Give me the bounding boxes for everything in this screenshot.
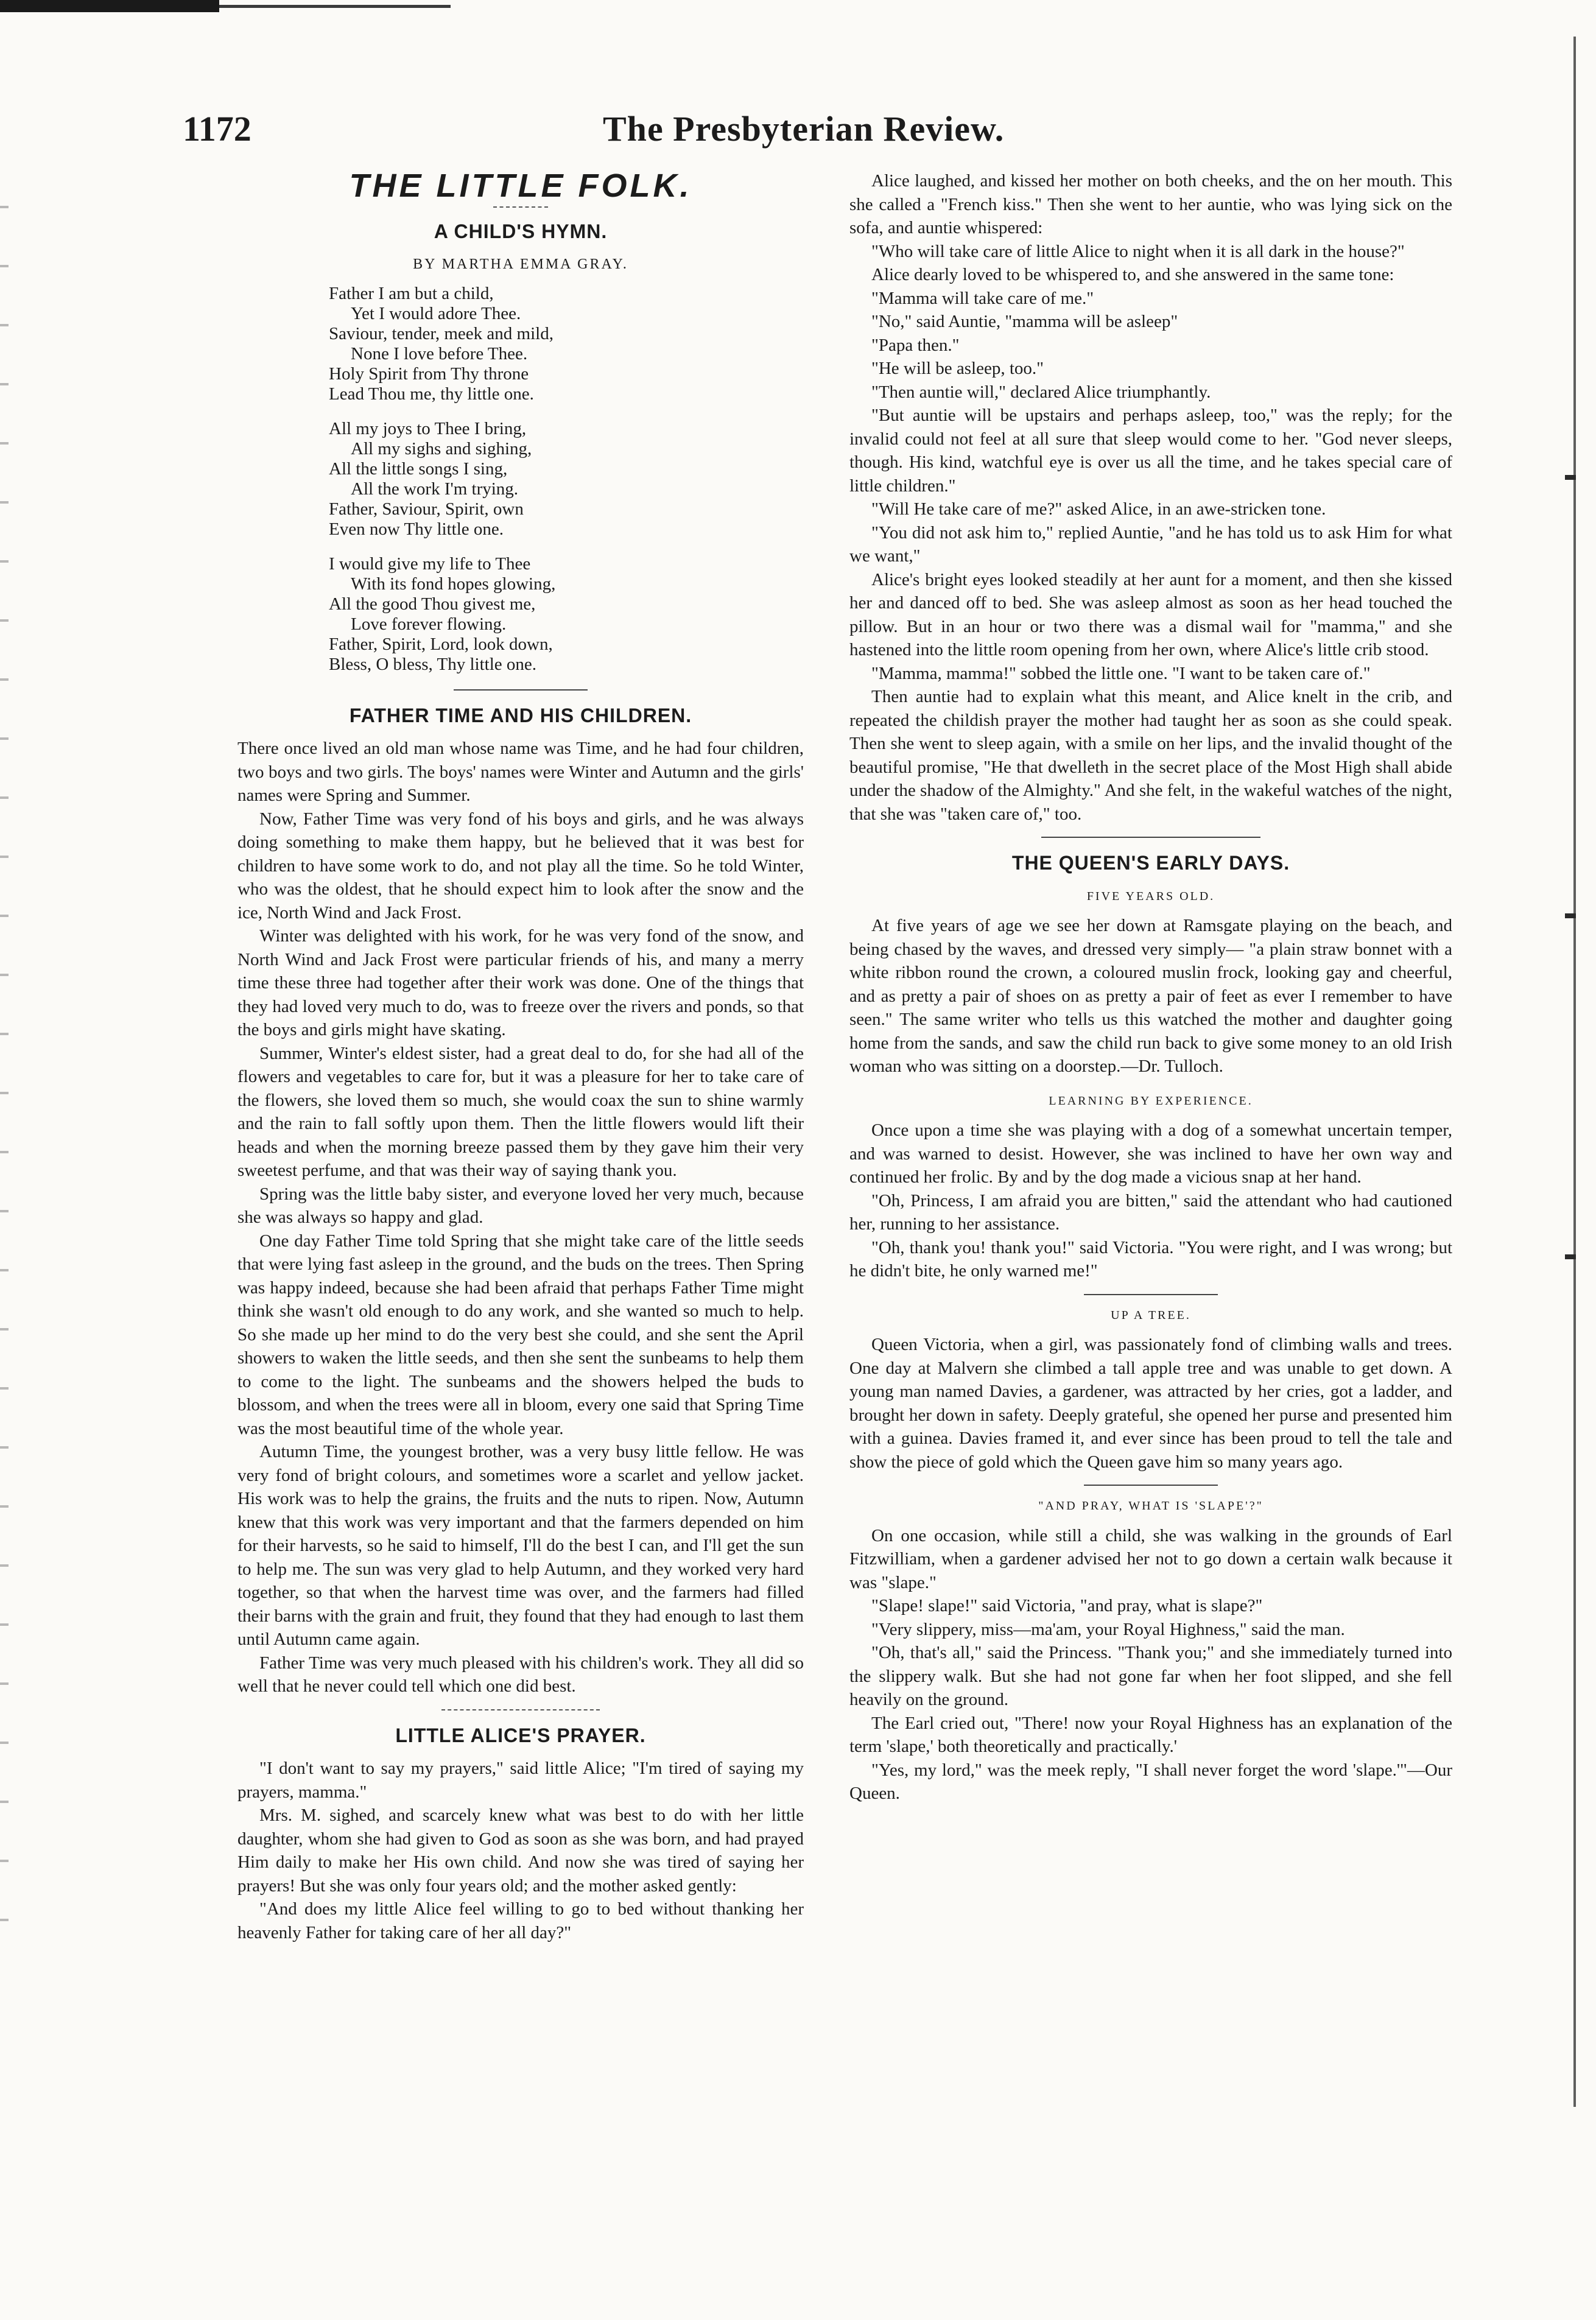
paragraph: On one occasion, while still a child, she was walking in the grounds of Earl Fitzwilliam, when a gardener advised her not to go down a certain walk because it was "slape." [849, 1525, 1452, 1592]
paragraph: Alice laughed, and kissed her mother on both cheeks, and the on her mouth. This she called a "French kiss." Then she went to her auntie, who was lying sick on the sofa, and auntie whispered: [849, 171, 1452, 237]
paragraph: "Oh, Princess, I am afraid you are bitten," said the attendant who had cautioned her, running to her assistance. [849, 1190, 1452, 1234]
paragraph: "Then auntie will," declared Alice triumphantly. [871, 382, 1211, 402]
paragraph: "Oh, that's all," said the Princess. "Thank you;" and she immediately turned into the slippery walk. But she had not gone far when her foot slipped, and she fell heavily on the ground. [849, 1643, 1452, 1709]
page-edge-tick [1565, 1254, 1576, 1259]
poem-line: Father, Saviour, Spirit, own [329, 499, 524, 519]
divider [493, 206, 548, 208]
page-edge-line [1573, 37, 1576, 2107]
paragraph: One day Father Time told Spring that she might take care of the little seeds that were lying fast asleep in the ground, and the buds on the trees. Then Spring was happy indeed, because she had been afraid that perhaps Father Time might think she wasn't old enough to do any work, and she wanted so much to help. So she made up her mind to do the very best she could, and she sent the April showers to waken the little seeds, and then she sent the sunbeams to help them to come to the light. The sunbeams and the showers helped the buds to blossom, and when the trees were all in bloom, every one said that Spring Time was the most beautiful time of the whole year. [237, 1231, 804, 1438]
poem-line: None I love before Thee. [351, 343, 528, 364]
queen-heading: THE QUEEN'S EARLY DAYS. [1011, 852, 1290, 874]
paragraph: Alice dearly loved to be whispered to, and she answered in the same tone: [871, 265, 1394, 284]
paragraph: Alice's bright eyes looked steadily at her aunt for a moment, and then she kissed her and danced off to bed. She was asleep almost as soon as her head touched the pillow. But in an hour or two there was a dismal wail for "mamma," and she hastened into the little room opening from her own, where Alice's little crib stood. [849, 569, 1452, 659]
page-number: 1172 [183, 109, 251, 149]
poem-line: Even now Thy little one. [329, 519, 504, 539]
subheading: FIVE YEARS OLD. [1086, 889, 1215, 903]
paragraph: "Oh, thank you! thank you!" said Victoria. "You were right, and I was wrong; but he didn't bite, he only warned me!" [849, 1237, 1452, 1281]
paragraph: Queen Victoria, when a girl, was passionately fond of climbing walls and trees. One day at Malvern she climbed a tall apple tree and was unable to get down. A young man named Davies, a gardener, was attracted by her cries, got a ladder, and brought her down in safety. Deeply grateful, she opened her purse and presented him with a guinea. Davies framed it, and ever since has been proud to tell the tale and show the piece of gold which the Queen gave him so many years ago. [849, 1335, 1452, 1472]
poem-line: Holy Spirit from Thy throne [329, 364, 529, 384]
paragraph: Mrs. M. sighed, and scarcely knew what was best to do with her little daughter, whom she had given to God as soon as she was born, and had prayed Him daily to make her His own child. And now she was tired of saying her prayers! But she was only four years old; and the mother asked gently: [237, 1805, 804, 1896]
section-title: THE LITTLE FOLK. [349, 167, 692, 204]
paragraph: "Mamma will take care of me." [871, 288, 1094, 308]
poem-line: Saviour, tender, meek and mild, [329, 323, 554, 343]
paragraph: "Who will take care of little Alice to night when it is all dark in the house?" [871, 241, 1405, 261]
poem-line: Lead Thou me, thy little one. [329, 384, 534, 404]
divider [1084, 1294, 1218, 1295]
page-edge-tick [1565, 913, 1576, 918]
paragraph: At five years of age we see her down at Ramsgate playing on the beach, and being chased by the waves, and dressed very simply— "a plain straw bonnet with a white ribbon round the crown, a coloured muslin frock, looking gay and cheerful, and as pretty a pair of shoes on as pretty a pair of feet as ever I remember to have seen." The same writer who tells us this watched the mother and daughter going home from the sands, and saw the child run back to give some money to an old Irish woman who was sitting on a doorstep.—Dr. Tulloch. [849, 916, 1452, 1076]
poem-line: With its fond hopes glowing, [351, 574, 556, 594]
paragraph: Summer, Winter's eldest sister, had a great deal to do, for she had all of the flowers and vegetables to care for, but it was a pleasure for her to take care of the flowers, she loved them so much, she would coax the sun to shine warmly and the rain to fall softly upon them. Then the little flowers would lift their heads and when the morning breeze passed them by they gave him their very sweetest perfume, and that was their way of saying thank you. [237, 1043, 804, 1180]
paragraph: "Very slippery, miss—ma'am, your Royal Highness," said the man. [871, 1619, 1345, 1639]
paragraph: "Slape! slape!" said Victoria, "and pray, what is slape?" [871, 1596, 1263, 1615]
divider [1041, 837, 1260, 838]
paragraph: Now, Father Time was very fond of his boys and girls, and he was always doing something to make them happy, but he believed that it was best for children to have some work to do, and not play all the time. So he told Winter, who was the oldest, that he should expect him to look after the snow and the ice, North Wind and Jack Frost. [237, 809, 804, 923]
poem-line: All the work I'm trying. [351, 479, 519, 499]
paragraph: "And does my little Alice feel willing to go to bed without thanking her heavenly Father for taking care of her all day?" [237, 1899, 804, 1942]
paragraph: "No," said Auntie, "mamma will be asleep" [871, 312, 1178, 331]
paragraph: Autumn Time, the youngest brother, was a very busy little fellow. He was very fond of bright colours, and sometimes wore a scarlet and yellow jacket. His work was to help the grains, the fruits and the nuts to ripen. Now, Autumn knew that this work was very important and that the farmers depended on him for their harvests, so he said to himself, I'll do the best I can, and I'll get the sun to help me. The sun was very glad to help Autumn, and they worked very hard together, so that when the harvest time was over, and the farmers had filled their barns with the grain and fruit, they found that they had enough to last them until Autumn came again. [237, 1442, 804, 1649]
journal-title: The Presbyterian Review. [603, 109, 1005, 149]
hymn-poem [237, 284, 804, 675]
paragraph: Winter was delighted with his work, for he was very fond of the snow, and North Wind and Jack Frost were particular friends of his, and many a merry time these three had together after their work was done. One of the things that they had loved very much to do, was to freeze over the rivers and ponds, so that the boys and girls might have skating. [237, 926, 804, 1039]
hymn-heading: A CHILD'S HYMN. [434, 220, 608, 242]
paragraph: Spring was the little baby sister, and everyone loved her very much, because she was always so happy and glad. [237, 1184, 804, 1227]
father-time-heading: FATHER TIME AND HIS CHILDREN. [349, 704, 692, 726]
poem-line: I would give my life to Thee [329, 554, 531, 574]
paragraph: "He will be asleep, too." [871, 359, 1044, 378]
page-edge-tick [1565, 475, 1576, 480]
poem-line: All the good Thou givest me, [329, 594, 536, 614]
paragraph: "Yes, my lord," was the meek reply, "I shall never forget the word 'slape.'"—Our Queen. [849, 1760, 1452, 1803]
paragraph: "Papa then." [871, 335, 960, 355]
divider [454, 689, 588, 691]
poem-stanza [329, 554, 804, 675]
scan-edge-mark [219, 5, 451, 8]
paragraph: "Mamma, mamma!" sobbed the little one. "I want to be taken care of." [871, 663, 1371, 683]
binding-specks [0, 183, 9, 1949]
paragraph: Then auntie had to explain what this meant, and Alice knelt in the crib, and repeated the childish prayer the mother had taught her as soon as she could speak. Then she went to sleep again, with a smile on her lips, and the invalid thought of the beautiful promise, "He that dwelleth in the secret place of the Most High shall abide under the shadow of the Almighty." And she felt, in the wakeful watches of the night, that she was "taken care of," too. [849, 687, 1452, 824]
poem-line: Yet I would adore Thee. [351, 303, 521, 323]
subheading: LEARNING BY EXPERIENCE. [1049, 1094, 1253, 1108]
paragraph: "You did not ask him to," replied Auntie, "and he has told us to ask Him for what we want," [849, 522, 1452, 566]
page-header [183, 108, 1133, 157]
subheading: UP A TREE. [1111, 1308, 1191, 1322]
poem-line: All my sighs and sighing, [351, 438, 532, 459]
paragraph: "I don't want to say my prayers," said little Alice; "I'm tired of saying my prayers, mamma." [237, 1759, 804, 1802]
alice-heading: LITTLE ALICE'S PRAYER. [395, 1724, 646, 1746]
poem-line: Father I am but a child, [329, 283, 494, 303]
poem-line: All my joys to Thee I bring, [329, 418, 527, 438]
left-column [237, 169, 804, 1944]
paragraph: "Will He take care of me?" asked Alice, in an awe-stricken tone. [871, 499, 1326, 519]
paragraph: "But auntie will be upstairs and perhaps asleep, too," was the reply; for the invalid could not feel at all sure that sleep would come to her. "God never sleeps, though. His kind, watchful eye is over us all the time, and he takes special care of little children." [849, 406, 1452, 496]
scan-edge-mark [0, 0, 219, 12]
paragraph: Once upon a time she was playing with a dog of a somewhat uncertain temper, and was warned to desist. However, she was inclined to have her own way and continued her frolic. By and by the dog made a vicious snap at her hand. [849, 1120, 1452, 1187]
divider [1084, 1485, 1218, 1486]
poem-line: Love forever flowing. [351, 614, 507, 634]
right-column [849, 169, 1452, 1805]
hymn-byline: BY MARTHA EMMA GRAY. [413, 256, 628, 272]
paragraph: The Earl cried out, "There! now your Royal Highness has an explanation of the term 'slape,' both theoretically and practically.' [849, 1713, 1452, 1756]
poem-stanza [329, 419, 804, 540]
poem-line: All the little songs I sing, [329, 459, 508, 479]
poem-line: Father, Spirit, Lord, look down, [329, 634, 553, 654]
poem-line: Bless, O bless, Thy little one. [329, 654, 537, 674]
paragraph: There once lived an old man whose name was Time, and he had four children, two boys and two girls. The boys' names were Winter and Autumn and the girls' names were Spring and Summer. [237, 739, 804, 805]
poem-stanza [329, 284, 804, 404]
subheading: "AND PRAY, WHAT IS 'SLAPE'?" [1038, 1499, 1264, 1513]
divider [441, 1709, 600, 1710]
paragraph: Father Time was very much pleased with his children's work. They all did so well that he never could tell which one did best. [237, 1653, 804, 1696]
